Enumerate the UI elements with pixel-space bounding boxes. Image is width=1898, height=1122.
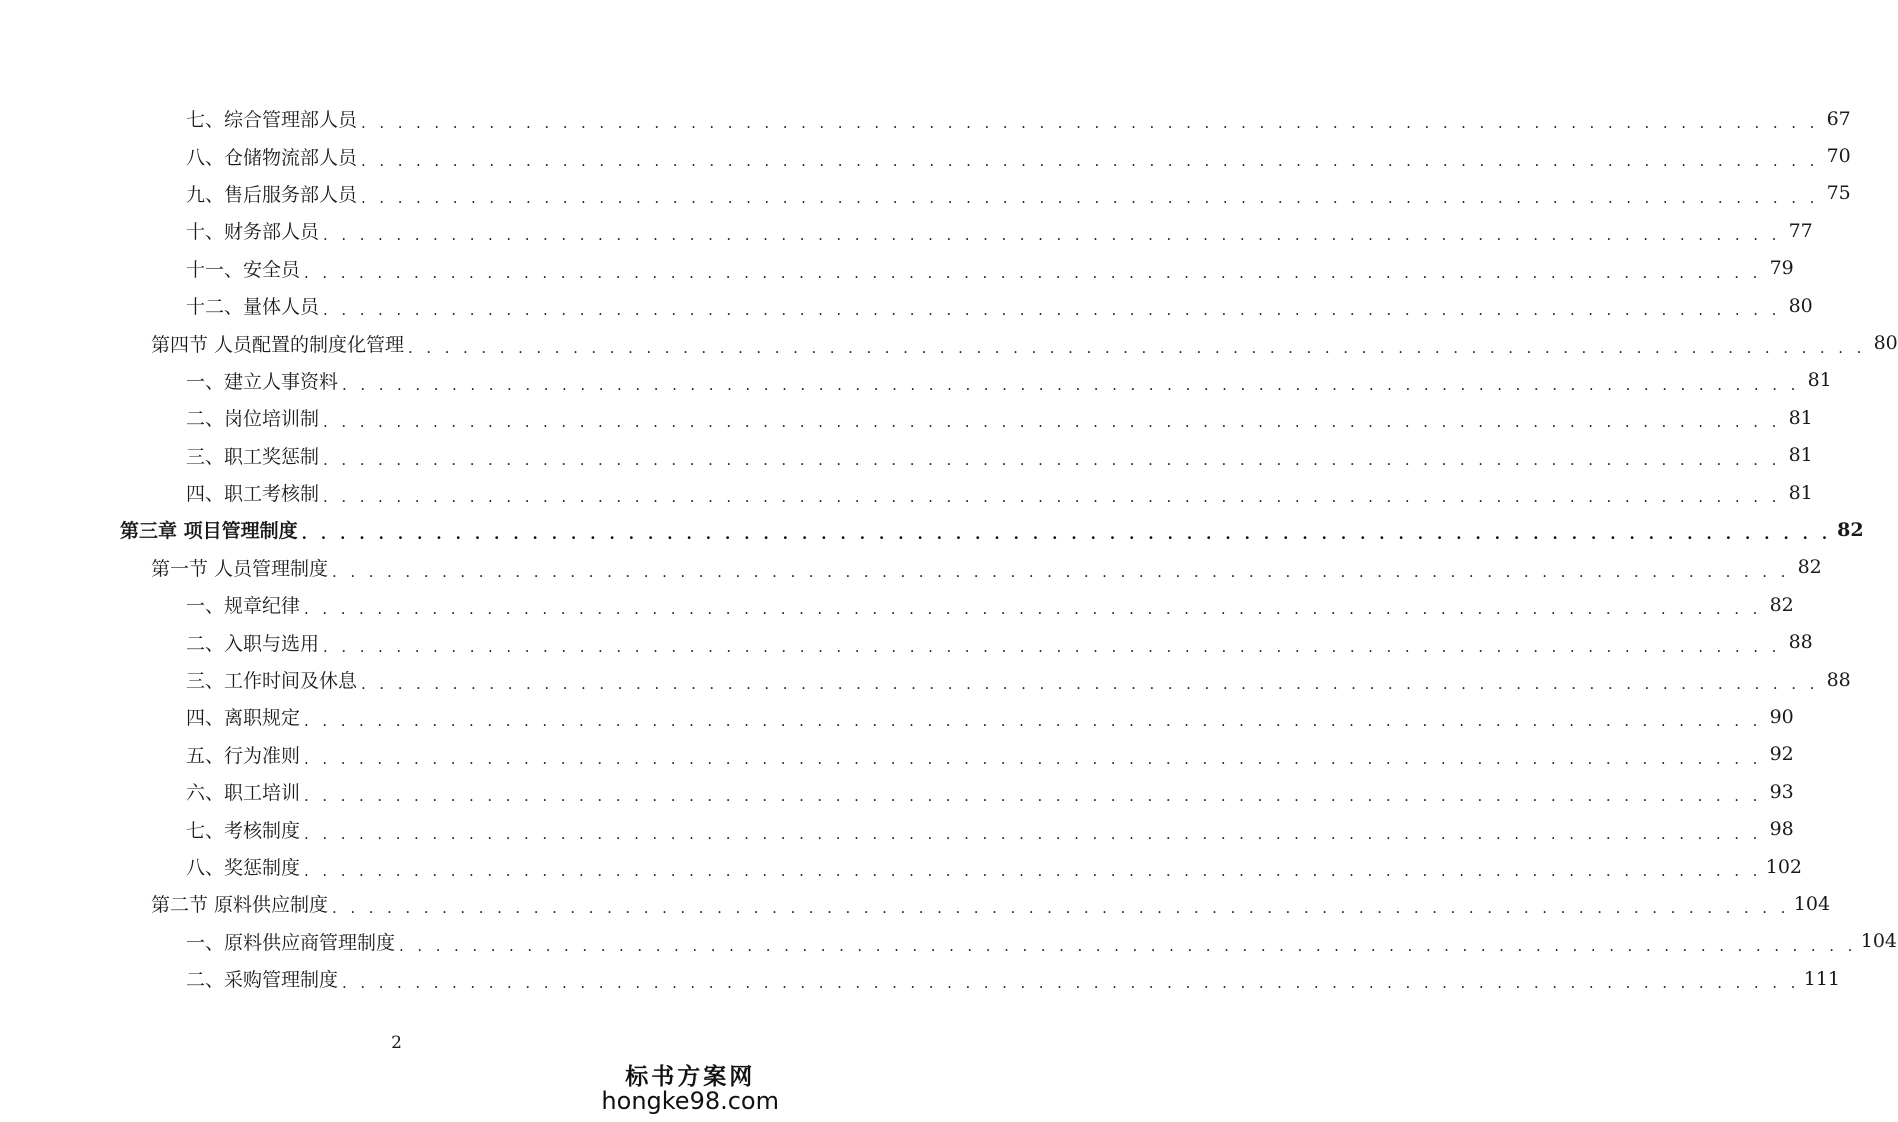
dot-leader: . . . . . . . . . . . . . . . . . . . . . . . . . . . . . . . . . . . . . . . . . . . . . . . . . . . . . . . . . . . . . . . . . . . . . . . . . . . . . . . . bbox=[361, 188, 1819, 207]
toc-entry-page: 93 bbox=[1762, 781, 1794, 803]
watermark-title: 标书方案网 bbox=[625, 1062, 756, 1090]
dot-leader: . . . . . . . . . . . . . . . . . . . . . . . . . . . . . . . . . . . . . . . . . . . . . . . . . . . . . . . . . . . . . . . . . . . . . . . . . . . . . . . . bbox=[323, 450, 1781, 469]
toc-entry-label: 三、工作时间及休息 bbox=[186, 666, 361, 693]
toc-entry-item[interactable] bbox=[0, 661, 1851, 698]
toc-entry-page: 88 bbox=[1781, 631, 1813, 653]
dot-leader: . . . . . . . . . . . . . . . . . . . . . . . . . . . . . . . . . . . . . . . . . . . . . . . . . . . . . . . . . . . . . . . . . . . . . . . . . . . . . . . . bbox=[323, 226, 1781, 245]
toc-entry-item[interactable] bbox=[0, 736, 1794, 773]
toc-entry-page: 77 bbox=[1781, 220, 1813, 242]
toc-entry-label: 第一节 人员管理制度 bbox=[151, 554, 332, 581]
toc-entry-item[interactable] bbox=[0, 848, 1803, 885]
dot-leader: . . . . . . . . . . . . . . . . . . . . . . . . . . . . . . . . . . . . . . . . . . . . . . . . . . . . . . . . . . . . . . . . . . . . . . . . . . . . . . . . bbox=[304, 263, 1762, 282]
dot-leader: . . . . . . . . . . . . . . . . . . . . . . . . . . . . . . . . . . . . . . . . . . . . . . . . . . . . . . . . . . . . . . . . . . . . . . . . . . . . . . . . bbox=[304, 600, 1762, 619]
toc-entry-page: 81 bbox=[1781, 407, 1813, 429]
toc-entry-page: 90 bbox=[1762, 706, 1794, 728]
toc-entry-page: 81 bbox=[1781, 444, 1813, 466]
toc-entry-item[interactable] bbox=[0, 362, 1832, 399]
dot-leader: . . . . . . . . . . . . . . . . . . . . . . . . . . . . . . . . . . . . . . . . . . . . . . . . . . . . . . . . . . . . . . . . . . . . . . . . . . . . . . . . bbox=[304, 712, 1762, 731]
toc-entry-page: 75 bbox=[1819, 182, 1851, 204]
toc-entry-page: 81 bbox=[1781, 482, 1813, 504]
dot-leader: . . . . . . . . . . . . . . . . . . . . . . . . . . . . . . . . . . . . . . . . . . . . . . . . . . . . . . . . . . . . . . . . . . . . . . . . . . . . . . . . bbox=[361, 114, 1819, 133]
dot-leader: . . . . . . . . . . . . . . . . . . . . . . . . . . . . . . . . . . . . . . . . . . . . . . . . . . . . . . . . . . . . . . . . . . . . . . . . . . . . . . . . bbox=[304, 862, 1762, 880]
toc-entry-label: 一、原料供应商管理制度 bbox=[186, 928, 399, 955]
toc-entry-item[interactable] bbox=[0, 810, 1794, 847]
toc-entry-label: 二、采购管理制度 bbox=[186, 965, 342, 992]
toc-entry-item[interactable] bbox=[0, 137, 1851, 174]
toc-entry-item[interactable] bbox=[0, 437, 1813, 474]
toc-entry-label: 六、职工培训 bbox=[186, 778, 304, 805]
toc-entry-page: 104 bbox=[1857, 930, 1889, 952]
toc-entry-page: 82 bbox=[1790, 556, 1822, 578]
toc-entry-label: 十、财务部人员 bbox=[186, 217, 323, 244]
dot-leader: . . . . . . . . . . . . . . . . . . . . . . . . . . . . . . . . . . . . . . . . . . . . . . . . . . . . . . . . . . . . . . . . . . . . . . . . . . . . . . . . bbox=[332, 562, 1790, 581]
toc-entry-item[interactable] bbox=[0, 212, 1813, 249]
toc-entry-item[interactable] bbox=[0, 399, 1813, 436]
dot-leader: . . . . . . . . . . . . . . . . . . . . . . . . . . . . . . . . . . . . . . . . . . . . . . . . . . . . . . . . . . . . . . . . . . . . . . . . . . . . . . . . bbox=[342, 375, 1800, 394]
toc-entry-page: 102 bbox=[1762, 856, 1794, 878]
toc-entry-label: 四、职工考核制 bbox=[186, 479, 323, 506]
toc-entry-section[interactable] bbox=[0, 549, 1822, 586]
toc-entry-label: 四、离职规定 bbox=[186, 703, 304, 730]
dot-leader: . . . . . . . . . . . . . . . . . . . . . . . . . . . . . . . . . . . . . . . . . . . . . . . . . . . . . . . . . . . . . . . . . . . . . . . . . . . . . . . . bbox=[323, 301, 1781, 320]
dot-leader: . . . . . . . . . . . . . . . . . . . . . . . . . . . . . . . . . . . . . . . . . . . . . . . . . . . . . . . . . . . . . . . . . . . . . . . . . . . . . . . . bbox=[323, 413, 1781, 432]
toc-entry-item[interactable] bbox=[0, 287, 1813, 324]
toc-entry-item[interactable] bbox=[0, 474, 1813, 511]
toc-entry-page: 81 bbox=[1800, 369, 1832, 391]
toc-entry-label: 二、入职与选用 bbox=[186, 629, 323, 656]
toc-entry-page: 80 bbox=[1781, 295, 1813, 317]
toc-entry-label: 一、建立人事资料 bbox=[186, 367, 342, 394]
watermark-logo bbox=[601, 1062, 779, 1115]
toc-entry-item[interactable] bbox=[0, 923, 1898, 960]
dot-leader: . . . . . . . . . . . . . . . . . . . . . . . . . . . . . . . . . . . . . . . . . . . . . . . . . . . . . . . . . . . . . . . . . . . . . . . . . . . . . . . . bbox=[323, 637, 1781, 656]
toc-entry-label: 十一、安全员 bbox=[186, 255, 304, 282]
dot-leader: . . . . . . . . . . . . . . . . . . . . . . . . . . . . . . . . . . . . . . . . . . . . . . . . . . . . . . . . . . . . . . . . . . . . . . . . . . . . . . . . bbox=[323, 488, 1781, 507]
toc-entry-label: 七、考核制度 bbox=[186, 816, 304, 843]
dot-leader: . . . . . . . . . . . . . . . . . . . . . . . . . . . . . . . . . . . . . . . . . . . . . . . . . . . . . . . . . . . . . . . . . . . . . . . . . . . . . . . . bbox=[301, 525, 1832, 544]
toc-entry-page: 79 bbox=[1762, 257, 1794, 279]
dot-leader: . . . . . . . . . . . . . . . . . . . . . . . . . . . . . . . . . . . . . . . . . . . . . . . . . . . . . . . . . . . . . . . . . . . . . . . . . . . . . . . . bbox=[399, 936, 1857, 955]
dot-leader: . . . . . . . . . . . . . . . . . . . . . . . . . . . . . . . . . . . . . . . . . . . . . . . . . . . . . . . . . . . . . . . . . . . . . . . . . . . . . . . . bbox=[361, 675, 1819, 694]
dot-leader: . . . . . . . . . . . . . . . . . . . . . . . . . . . . . . . . . . . . . . . . . . . . . . . . . . . . . . . . . . . . . . . . . . . . . . . . . . . . . . . . bbox=[332, 899, 1790, 918]
toc-entry-label: 一、规章纪律 bbox=[186, 591, 304, 618]
toc-entry-label: 五、行为准则 bbox=[186, 741, 304, 768]
watermark-url: hongke98.com bbox=[601, 1086, 779, 1115]
toc-entry-label: 八、仓储物流部人员 bbox=[186, 143, 361, 170]
dot-leader: . . . . . . . . . . . . . . . . . . . . . . . . . . . . . . . . . . . . . . . . . . . . . . . . . . . . . . . . . . . . . . . . . . . . . . . . . . . . . . . . bbox=[408, 338, 1866, 357]
toc-entry-page: 67 bbox=[1819, 108, 1851, 130]
toc-entry-chapter[interactable] bbox=[0, 511, 1864, 548]
toc-entry-label: 第三章 项目管理制度 bbox=[120, 516, 302, 543]
toc-entry-label: 第二节 原料供应制度 bbox=[151, 890, 332, 917]
dot-leader: . . . . . . . . . . . . . . . . . . . . . . . . . . . . . . . . . . . . . . . . . . . . . . . . . . . . . . . . . . . . . . . . . . . . . . . . . . . . . . . . bbox=[304, 749, 1762, 768]
toc-entry-item[interactable] bbox=[0, 960, 1841, 997]
toc-entry-item[interactable] bbox=[0, 250, 1794, 287]
dot-leader: . . . . . . . . . . . . . . . . . . . . . . . . . . . . . . . . . . . . . . . . . . . . . . . . . . . . . . . . . . . . . . . . . . . . . . . . . . . . . . . . bbox=[304, 824, 1762, 843]
toc-entry-section[interactable] bbox=[0, 885, 1831, 922]
toc-entry-label: 十二、量体人员 bbox=[186, 292, 323, 319]
toc-entry-label: 七、综合管理部人员 bbox=[186, 105, 361, 132]
toc-entry-item[interactable] bbox=[0, 698, 1794, 735]
toc-entry-label: 二、岗位培训制 bbox=[186, 404, 323, 431]
dot-leader: . . . . . . . . . . . . . . . . . . . . . . . . . . . . . . . . . . . . . . . . . . . . . . . . . . . . . . . . . . . . . . . . . . . . . . . . . . . . . . . . bbox=[304, 787, 1762, 806]
toc-entry-page: 82 bbox=[1832, 519, 1864, 541]
toc-entry-page: 98 bbox=[1762, 818, 1794, 840]
toc-entry-item[interactable] bbox=[0, 773, 1794, 810]
toc-entry-page: 80 bbox=[1866, 332, 1898, 354]
toc-entry-item[interactable] bbox=[0, 623, 1813, 660]
toc-entry-page: 111 bbox=[1800, 968, 1832, 990]
toc-entry-page: 88 bbox=[1819, 669, 1851, 691]
toc-entry-label: 第四节 人员配置的制度化管理 bbox=[151, 330, 408, 357]
toc-entry-section[interactable] bbox=[0, 324, 1898, 361]
toc-entry-label: 八、奖惩制度 bbox=[186, 853, 304, 880]
toc-entry-label: 九、售后服务部人员 bbox=[186, 180, 361, 207]
toc-entry-item[interactable] bbox=[0, 100, 1851, 137]
dot-leader: . . . . . . . . . . . . . . . . . . . . . . . . . . . . . . . . . . . . . . . . . . . . . . . . . . . . . . . . . . . . . . . . . . . . . . . . . . . . . . . . bbox=[342, 974, 1800, 993]
toc-entry-page: 70 bbox=[1819, 145, 1851, 167]
dot-leader: . . . . . . . . . . . . . . . . . . . . . . . . . . . . . . . . . . . . . . . . . . . . . . . . . . . . . . . . . . . . . . . . . . . . . . . . . . . . . . . . bbox=[361, 151, 1819, 170]
page-number: 2 bbox=[391, 1033, 402, 1053]
toc-entry-label: 三、职工奖惩制 bbox=[186, 442, 323, 469]
toc-entry-item[interactable] bbox=[0, 175, 1851, 212]
toc-entry-item[interactable] bbox=[0, 586, 1794, 623]
table-of-contents bbox=[0, 100, 1898, 997]
toc-entry-page: 92 bbox=[1762, 743, 1794, 765]
toc-entry-page: 82 bbox=[1762, 594, 1794, 616]
toc-entry-page: 104 bbox=[1790, 893, 1822, 915]
